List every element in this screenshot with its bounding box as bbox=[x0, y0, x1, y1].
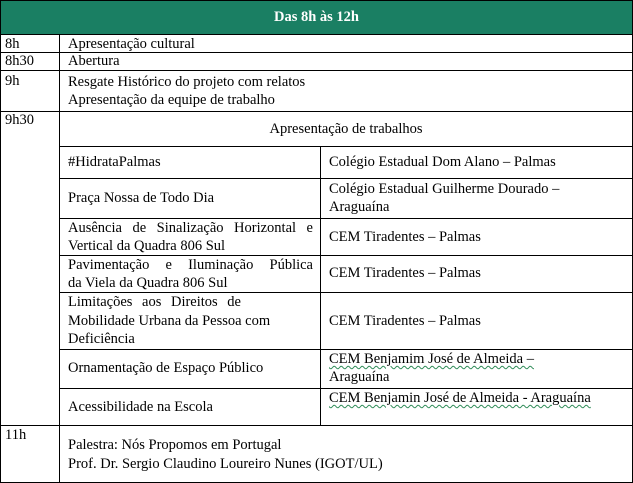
work-title: Deficiência bbox=[68, 331, 135, 347]
time-8h: 8h bbox=[5, 36, 20, 52]
work-school: Colégio Estadual Guilherme Dourado – bbox=[329, 181, 560, 197]
work-school: CEM Tiradentes – Palmas bbox=[329, 313, 481, 329]
work-title: Ornamentação de Espaço Público bbox=[68, 360, 264, 376]
activity-opening: Abertura bbox=[68, 53, 120, 69]
row-divider bbox=[0, 111, 633, 112]
row-divider bbox=[59, 178, 633, 179]
work-school: Araguaína bbox=[329, 369, 390, 385]
work-title: Ausência de Sinalização Horizontal e bbox=[68, 220, 313, 236]
works-subheading: Apresentação de trabalhos bbox=[269, 121, 423, 137]
row-divider bbox=[0, 425, 633, 426]
work-title: Limitações aos Direitos de bbox=[68, 294, 241, 310]
lecture-title: Palestra: Nós Propomos em Portugal bbox=[68, 437, 282, 453]
lecture-speaker: Prof. Dr. Sergio Claudino Loureiro Nunes (IGOT/UL) bbox=[68, 456, 383, 472]
work-school: CEM Benjamim José de Almeida – bbox=[329, 351, 534, 367]
work-school: CEM Tiradentes – Palmas bbox=[329, 229, 481, 245]
activity-team: Apresentação da equipe de trabalho bbox=[68, 92, 275, 108]
work-school: Araguaína bbox=[329, 199, 390, 215]
work-title: da Viela da Quadra 806 Sul bbox=[68, 275, 228, 291]
time-9h30: 9h30 bbox=[5, 112, 34, 128]
work-title: Mobilidade Urbana da Pessoa com bbox=[68, 313, 271, 329]
time-column-divider bbox=[59, 35, 60, 483]
row-divider bbox=[59, 146, 633, 147]
activity-cultural: Apresentação cultural bbox=[68, 36, 195, 52]
row-divider bbox=[0, 70, 633, 71]
work-title: Pavimentação e Iluminação Pública bbox=[68, 257, 313, 273]
table-left-border bbox=[0, 35, 1, 483]
time-8h30: 8h30 bbox=[5, 53, 34, 69]
time-9h: 9h bbox=[5, 73, 20, 89]
work-title: Acessibilidade na Escola bbox=[68, 399, 213, 415]
work-title: Praça Nossa de Todo Dia bbox=[68, 190, 215, 206]
work-title: Vertical da Quadra 806 Sul bbox=[68, 238, 226, 254]
activity-history: Resgate Histórico do projeto com relatos bbox=[68, 74, 306, 90]
work-school: Colégio Estadual Dom Alano – Palmas bbox=[329, 154, 556, 170]
table-header: Das 8h às 12h bbox=[0, 0, 633, 35]
work-title: #HidrataPalmas bbox=[68, 154, 161, 170]
work-school: CEM Benjamin José de Almeida - Araguaína bbox=[329, 390, 591, 406]
school-column-divider bbox=[320, 146, 321, 425]
time-11h: 11h bbox=[5, 427, 27, 443]
work-school: CEM Tiradentes – Palmas bbox=[329, 265, 481, 281]
